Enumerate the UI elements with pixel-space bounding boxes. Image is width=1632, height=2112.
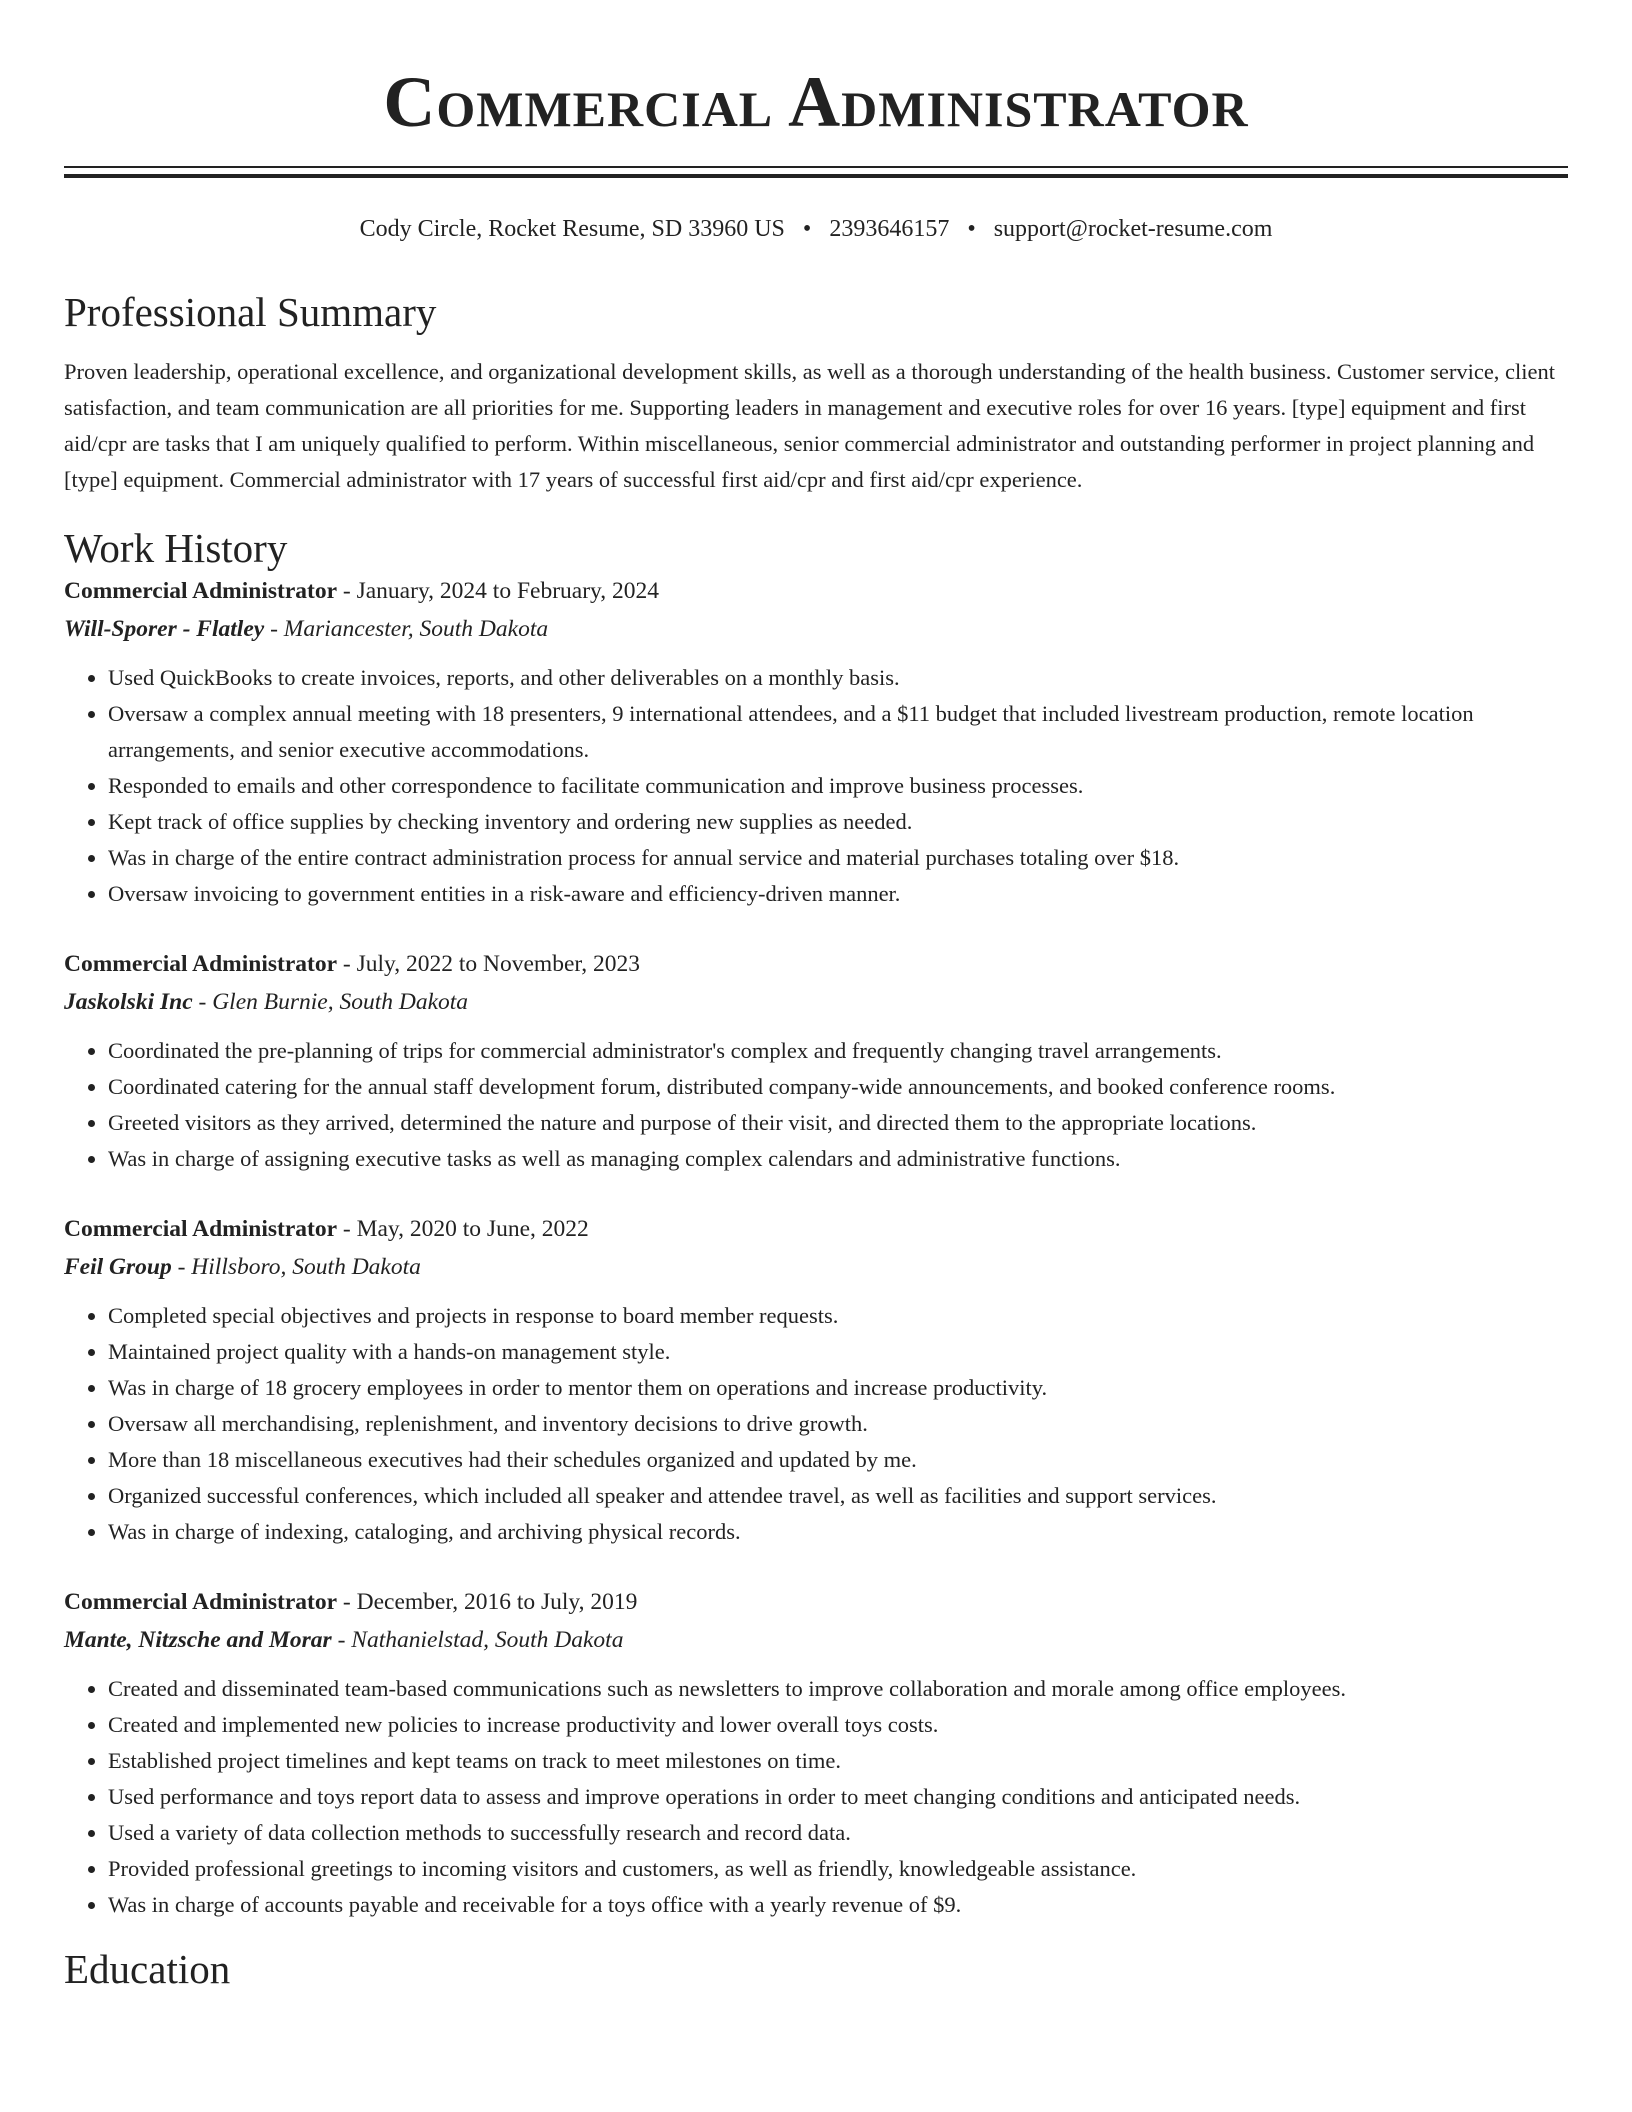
job-entry — [64, 945, 1568, 1177]
job-bullet: • More than 18 miscellaneous executives had their schedules organized and updated by me. — [108, 1442, 1568, 1478]
contact-separator: • — [967, 216, 976, 242]
job-location: - Glen Burnie, South Dakota — [192, 989, 469, 1015]
title-divider-thin — [64, 166, 1568, 168]
job-bullet: • Used performance and toys report data to assess and improve operations in order to meet changing conditions and anticipated needs. — [108, 1779, 1568, 1815]
job-company: Feil Group — [64, 1254, 172, 1280]
job-spacer — [64, 1550, 1568, 1583]
job-entry — [64, 1210, 1568, 1550]
job-title: Commercial Administrator — [64, 1589, 338, 1615]
resume-title: Commercial Administrator — [383, 62, 1249, 142]
job-bullet: • Was in charge of assigning executive tasks as well as managing complex calendars and administrative functions. — [108, 1141, 1568, 1177]
job-bullet: • Established project timelines and kept teams on track to meet milestones on time. — [108, 1743, 1568, 1779]
contact-address: Cody Circle, Rocket Resume, SD 33960 US — [359, 216, 785, 242]
job-dates: - January, 2024 to February, 2024 — [337, 578, 659, 604]
work-history-list — [64, 572, 1568, 1923]
work-history-heading: Work History — [64, 525, 288, 571]
job-bullet: • Responded to emails and other correspondence to facilitate communication and improve business processes. — [108, 768, 1568, 804]
job-bullet: • Was in charge of indexing, cataloging, and archiving physical records. — [108, 1514, 1568, 1550]
job-bullet: • Created and implemented new policies to increase productivity and lower overall toys costs. — [108, 1707, 1568, 1743]
job-entry — [64, 1583, 1568, 1923]
job-bullet: • Oversaw invoicing to government entities in a risk-aware and efficiency-driven manner. — [108, 876, 1568, 912]
job-title-line — [64, 945, 1568, 983]
job-bullet: • Provided professional greetings to incoming visitors and customers, as well as friendly, knowledgeable assistance. — [108, 1851, 1568, 1887]
job-company-line — [64, 610, 1568, 648]
contact-email: support@rocket-resume.com — [993, 216, 1273, 242]
job-title-line — [64, 1583, 1568, 1621]
job-company-line — [64, 983, 1568, 1021]
job-bullet: • Was in charge of accounts payable and receivable for a toys office with a yearly revenue of $9. — [108, 1887, 1568, 1923]
job-bullet: • Used a variety of data collection methods to successfully research and record data. — [108, 1815, 1568, 1851]
job-bullet: • Maintained project quality with a hands-on management style. — [108, 1334, 1568, 1370]
job-bullet: • Organized successful conferences, which included all speaker and attendee travel, as well as facilities and support services. — [108, 1478, 1568, 1514]
job-title: Commercial Administrator — [64, 951, 338, 977]
education-heading: Education — [64, 1946, 231, 1992]
job-location: - Nathanielstad, South Dakota — [331, 1627, 624, 1653]
job-bullet: • Completed special objectives and projects in response to board member requests. — [108, 1298, 1568, 1334]
job-bullet-list — [64, 660, 1568, 912]
job-location: - Mariancester, South Dakota — [264, 616, 549, 642]
job-company-line — [64, 1621, 1568, 1659]
contact-separator: • — [802, 216, 812, 242]
job-bullet: • Created and disseminated team-based communications such as newsletters to improve collaboration and morale among office employees. — [108, 1671, 1568, 1707]
job-bullet: • Oversaw a complex annual meeting with 18 presenters, 9 international attendees, and a $11 budget that included livestream production, remote location arrangements, and senior executive accommodations. — [108, 696, 1568, 768]
job-spacer — [64, 912, 1568, 945]
contact-line — [64, 214, 1568, 244]
job-bullet-list — [64, 1033, 1568, 1177]
job-dates: - December, 2016 to July, 2019 — [337, 1589, 638, 1615]
job-bullet: • Greeted visitors as they arrived, determined the nature and purpose of their visit, and directed them to the appropriate locations. — [108, 1105, 1568, 1141]
job-dates: - May, 2020 to June, 2022 — [337, 1216, 589, 1242]
job-bullet: • Kept track of office supplies by checking inventory and ordering new supplies as needed. — [108, 804, 1568, 840]
title-divider-thick — [64, 174, 1568, 178]
job-company-line — [64, 1248, 1568, 1286]
summary-text: Proven leadership, operational excellence, and organizational development skills, as well as a thorough understanding of the health business. Customer service, client satisfaction, and team communication are all priorities for me. Supporting leaders in management and executive roles for over 16 years. [type] equipment and first aid/cpr are tasks that I am uniquely qualified to perform. Within miscellaneous, senior commercial administrator and outstanding performer in project planning and [type] equipment. Commercial administrator with 17 years of successful first aid/cpr and first aid/cpr experience. — [64, 359, 1556, 492]
job-spacer — [64, 1177, 1568, 1210]
job-bullet: • Coordinated catering for the annual staff development forum, distributed company-wide announcements, and booked conference rooms. — [108, 1069, 1568, 1105]
job-bullet: • Was in charge of the entire contract administration process for annual service and material purchases totaling over $18. — [108, 840, 1568, 876]
job-bullet: • Used QuickBooks to create invoices, reports, and other deliverables on a monthly basis. — [108, 660, 1568, 696]
job-title-line — [64, 1210, 1568, 1248]
job-company: Jaskolski Inc — [64, 989, 193, 1015]
job-title: Commercial Administrator — [64, 1216, 338, 1242]
job-company: Mante, Nitzsche and Morar — [64, 1627, 332, 1653]
resume-page — [64, 0, 1568, 1993]
job-location: - Hillsboro, South Dakota — [171, 1254, 421, 1280]
job-company: Will-Sporer - Flatley — [64, 616, 265, 642]
job-bullet-list — [64, 1671, 1568, 1923]
summary-heading: Professional Summary — [64, 289, 437, 335]
job-bullet-list — [64, 1298, 1568, 1550]
job-bullet: • Coordinated the pre-planning of trips for commercial administrator's complex and frequently changing travel arrangements. — [108, 1033, 1568, 1069]
job-entry — [64, 572, 1568, 912]
job-bullet: • Oversaw all merchandising, replenishment, and inventory decisions to drive growth. — [108, 1406, 1568, 1442]
contact-phone: 2393646157 — [829, 216, 950, 242]
job-dates: - July, 2022 to November, 2023 — [337, 951, 641, 977]
job-bullet: • Was in charge of 18 grocery employees in order to mentor them on operations and increase productivity. — [108, 1370, 1568, 1406]
job-title: Commercial Administrator — [64, 578, 338, 604]
job-title-line — [64, 572, 1568, 610]
